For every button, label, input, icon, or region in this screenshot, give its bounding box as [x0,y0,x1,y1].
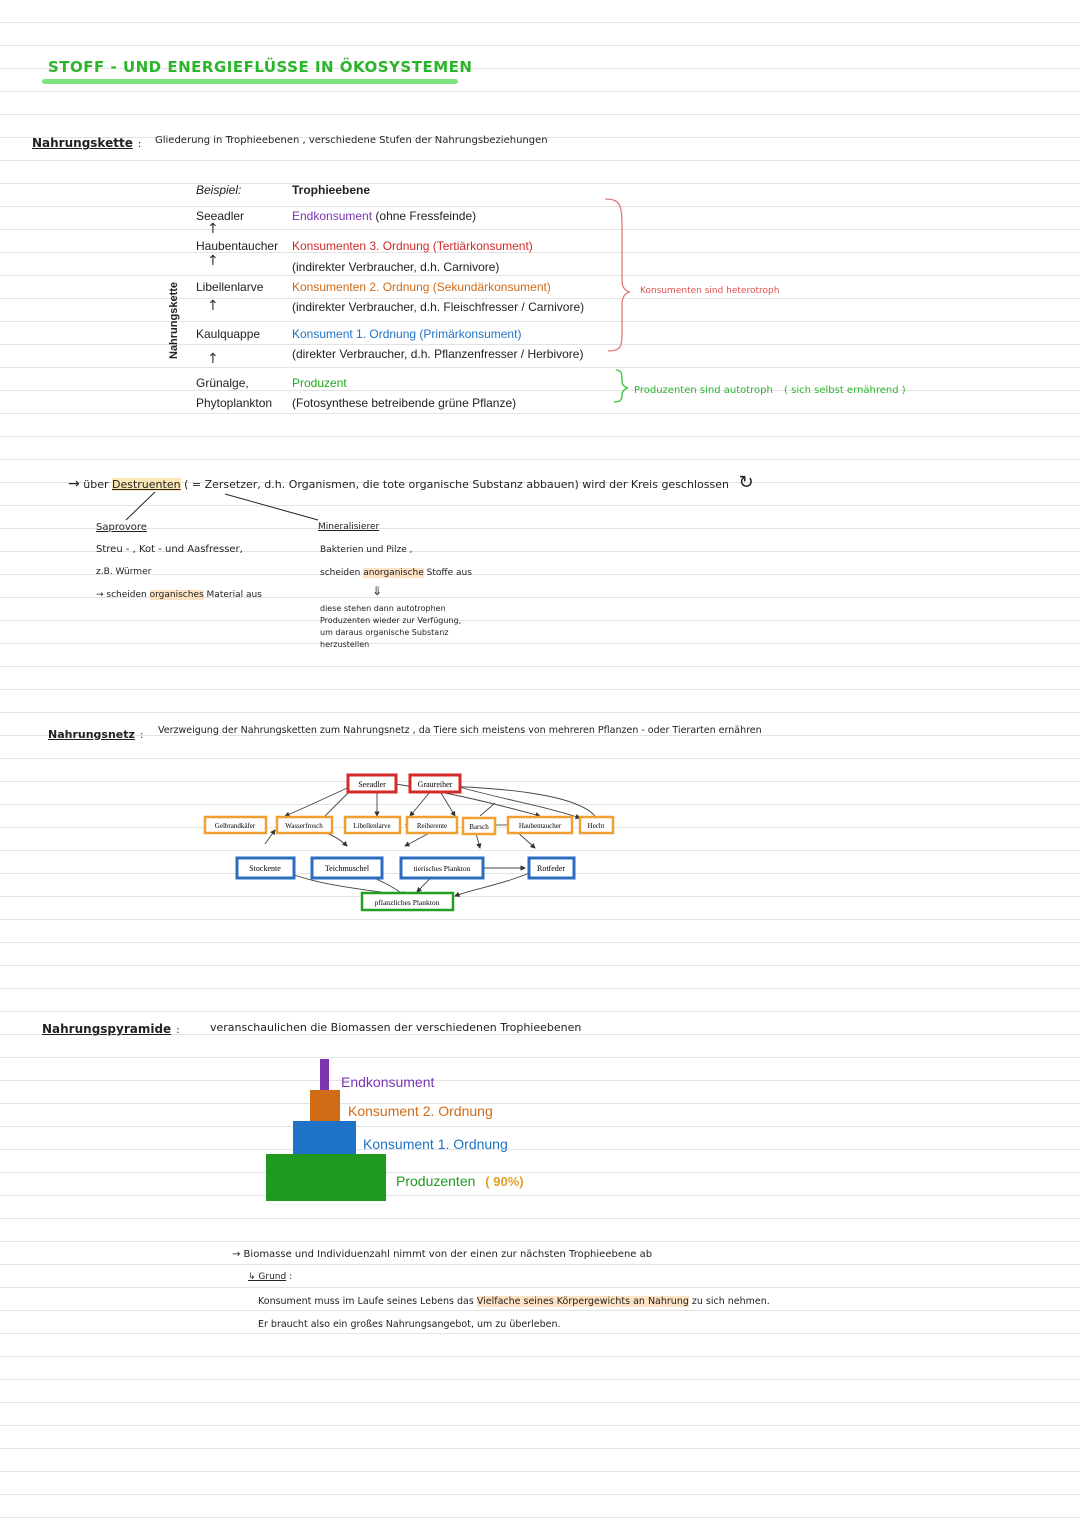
level-k3-note: (indirekter Verbraucher, d.h. Carnivore) [292,260,500,274]
reason-pre: Konsument muss im Laufe seines Lebens das [258,1296,477,1307]
branch-mineralisierer [225,494,318,520]
organism-kaulquappe: Kaulquappe [196,327,261,341]
level-endkonsument [292,209,476,223]
title-highlight [42,79,458,84]
pyramid-produzenten-label [396,1173,524,1189]
up-arrow-icon: ↑ [207,351,219,367]
organism-libellenlarve: Libellenlarve [196,280,264,294]
mineralisierer-line1: Bakterien und Pilze , [320,545,413,555]
saprovore-line3-post: Material aus [203,590,262,600]
nahrungskette-heading [32,132,141,151]
saprovore-line2: z.B. Würmer [96,567,152,577]
nahrungspyramide-label: Nahrungspyramide [42,1022,172,1036]
explanation-line: um daraus organische Substanz [320,628,449,637]
colon: : [140,730,144,741]
example-header: Beispiel: [196,183,242,197]
colon: : [176,1025,180,1036]
node-pflanzliches-plankton: pflanzliches Plankton [374,898,440,907]
organism-haubentaucher: Haubentaucher [196,239,279,253]
pyramid-endkonsument-block [320,1059,329,1090]
pyramid-conclusion: → Biomasse und Individuenzahl nimmt von der einen zur nächsten Trophieebene ab [232,1249,653,1260]
saprovore-line3 [96,590,262,600]
pyramid-k1-block [293,1121,356,1154]
node-stockente: Stockente [249,864,281,873]
konsumenten-heterotroph: Konsumenten sind heterotroph [640,286,780,296]
mineralisierer-label: Mineralisierer [318,522,380,532]
node-barsch: Barsch [469,823,489,831]
mineralisierer-explanation [320,603,461,651]
saprovore-line1: Streu - , Kot - und Aasfresser, [96,544,243,555]
saprovore-label: Saprovore [96,522,147,533]
destruenten-pre: über [83,478,109,491]
produzenten-autotroph-text: Produzenten sind autotroph [634,385,773,396]
level-produzent-note: (Fotosynthese betreibende grüne Pflanze) [292,396,517,410]
trophie-header: Trophieebene [292,183,371,197]
endkonsument-name: Endkonsument [292,209,373,223]
explanation-line: herzustellen [320,640,370,649]
cycle-icon: ↻ [738,472,754,493]
node-rotfeder: Rotfeder [537,864,565,873]
food-web-diagram [195,768,625,918]
produzenten-autotroph [634,385,906,396]
nahrungsnetz-definition: Verzweigung der Nahrungsketten zum Nahrungsnetz , da Tiere sich meistens von mehreren Pflanzen - oder Tierarten ernähren [158,725,762,736]
node-gelbrandkaefer: Gelbrandkäfer [214,822,256,830]
down-double-arrow-icon: ⇓ [372,584,383,598]
level-k2-note: (indirekter Verbraucher, d.h. Fleischfresser / Carnivore) [292,300,585,314]
pyramid-produzenten-block [266,1154,386,1201]
pyramid-produzenten-name: Produzenten [396,1173,476,1189]
grund-label: ↳ Grund [248,1272,287,1282]
node-tierisches-plankton: tierisches Plankton [413,864,471,873]
pyramid-produzenten-percent: ( 90%) [485,1174,524,1189]
organism-phytoplankton: Phytoplankton [196,396,273,410]
level-produzent: Produzent [292,376,347,390]
saprovore-line3-hl: organisches [149,590,204,600]
brace-graphics [600,195,640,405]
right-arrow-icon: → [68,476,80,492]
up-arrow-icon: ↑ [207,298,219,314]
nahrungsnetz-heading [48,723,143,742]
pyramid-k1-label: Konsument 1. Ordnung [363,1136,508,1152]
level-k1-note: (direkter Verbraucher, d.h. Pflanzenfresser / Herbivore) [292,347,584,361]
level-k1: Konsument 1. Ordnung (Primärkonsument) [292,327,522,341]
grund-reason-line [258,1296,770,1307]
nahrungspyramide-heading [42,1018,180,1037]
nahrungskette-definition: Gliederung in Trophieebenen , verschiedene Stufen der Nahrungsbeziehungen [155,135,548,146]
up-arrow-icon: ↑ [207,253,219,269]
mineralisierer-line2 [320,568,472,578]
destruenten-word: Destruenten [111,478,181,491]
colon: : [137,139,142,150]
konsumenten-brace [605,199,630,351]
level-k2: Konsumenten 2. Ordnung (Sekundärkonsument) [292,280,551,294]
pyramid-k2-block [310,1090,340,1121]
saprovore-line3-pre: → scheiden [96,590,150,600]
page-title: STOFF - UND ENERGIEFLÜSSE IN ÖKOSYSTEMEN [48,58,473,76]
mineralisierer-line2-post: Stoffe aus [423,568,472,578]
explanation-line: diese stehen dann autotrophen [320,604,446,613]
reason-highlight: Vielfache seines Körpergewichts an Nahrung [476,1296,689,1307]
branch-saprovore [126,492,155,520]
node-hecht: Hecht [587,822,605,830]
mineralisierer-line2-pre: scheiden [320,568,364,578]
organism-gruenalge: Grünalge, [196,376,249,390]
colon: : [289,1272,293,1282]
mineralisierer-line2-hl: anorganische [363,568,424,578]
node-teichmuschel: Teichmuschel [324,864,370,873]
destruenten-rest: ( = Zersetzer, d.h. Organismen, die tote organische Substanz abbauen) wird der Kreis geschlossen [184,478,729,491]
up-arrow-icon: ↑ [207,221,219,237]
chain-vertical-label: Nahrungskette [168,281,180,359]
produzenten-autotroph-note: ( sich selbst ernährend ) [784,385,906,396]
grund-line [248,1272,292,1282]
node-haubentaucher: Haubentaucher [518,822,562,830]
node-libellenlarve: Libellenlarve [353,822,391,830]
organism-seeadler: Seeadler [196,209,245,223]
explanation-line: Produzenten wieder zur Verfügung, [320,616,462,625]
node-reiherente: Reiherente [416,822,448,830]
nahrungspyramide-definition: veranschaulichen die Biomassen der verschiedenen Trophieebenen [210,1021,582,1034]
node-graureiher: Graureiher [417,780,453,789]
nahrungsnetz-label: Nahrungsnetz [48,728,135,741]
grund-reason-line-2: Er braucht also ein großes Nahrungsangebot, um zu überleben. [258,1319,561,1330]
level-k3: Konsumenten 3. Ordnung (Tertiärkonsument) [292,239,533,253]
node-seeadler: Seeadler [358,780,386,789]
produzenten-brace [614,370,628,402]
reason-post: zu sich nehmen. [688,1296,770,1307]
pyramid-k2-label: Konsument 2. Ordnung [348,1103,493,1119]
destruenten-branches [120,490,340,522]
node-wasserfrosch: Wasserfrosch [285,822,323,830]
nahrungskette-label: Nahrungskette [32,136,133,150]
endkonsument-note: (ohne Fressfeinde) [372,209,477,223]
pyramid-endkonsument-label: Endkonsument [341,1074,435,1090]
